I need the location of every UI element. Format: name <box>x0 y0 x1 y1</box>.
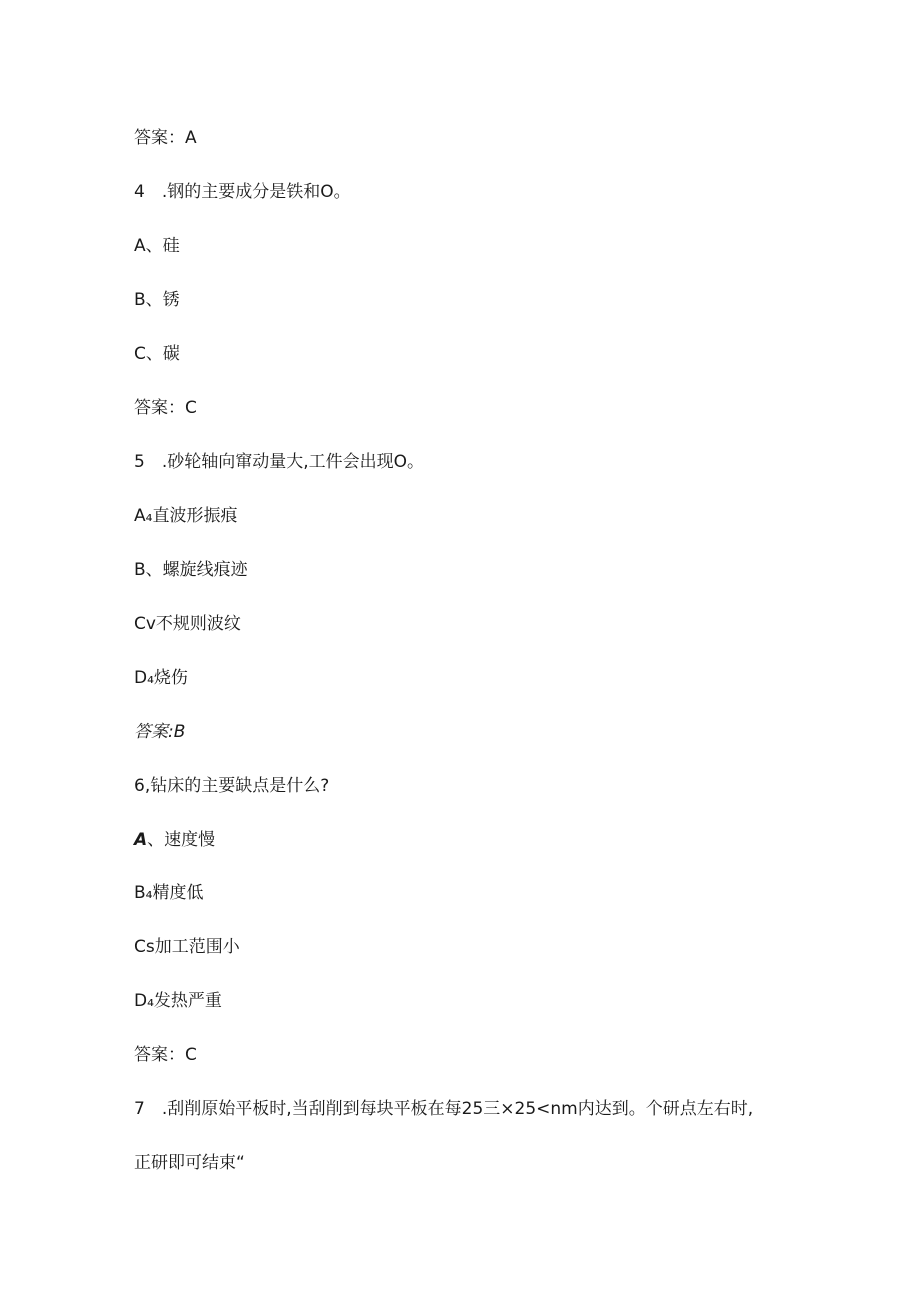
q5-option-c: Cv不规则波纹 <box>134 614 241 634</box>
question-5: 5 .砂轮轴向窜动量大,工件会出现O。 <box>134 452 425 472</box>
q6-option-a-text: 、速度慢 <box>147 830 216 850</box>
q6-option-c: Cs加工范围小 <box>134 937 240 957</box>
question-7: 7 .刮削原始平板时,当刮削到每块平板在每25三×25<nm内达到。个研点左右时, <box>134 1099 754 1119</box>
q6-option-a <box>134 829 215 851</box>
q5-option-a: A₄直波形振痕 <box>134 506 238 526</box>
q6-option-b: B₄精度低 <box>134 883 204 903</box>
q4-option-b: B、锈 <box>134 290 180 310</box>
q4-option-a: A、硅 <box>134 236 180 256</box>
answer-3: 答案：A <box>134 128 197 148</box>
question-6: 6,钻床的主要缺点是什么? <box>134 776 330 796</box>
q6-option-a-letter: A <box>134 830 148 850</box>
q5-option-b: B、螺旋线痕迹 <box>134 560 248 580</box>
answer-6: 答案：C <box>134 1045 197 1065</box>
q4-option-c: C、碳 <box>134 344 180 364</box>
question-7-continued: 正研即可结束“ <box>134 1153 245 1173</box>
question-4: 4 .钢的主要成分是铁和O。 <box>134 182 351 202</box>
q6-option-d: D₄发热严重 <box>134 991 222 1011</box>
q5-option-d: D₄烧伤 <box>134 668 188 688</box>
answer-4: 答案：C <box>134 398 197 418</box>
answer-5: 答案:B <box>134 722 186 742</box>
